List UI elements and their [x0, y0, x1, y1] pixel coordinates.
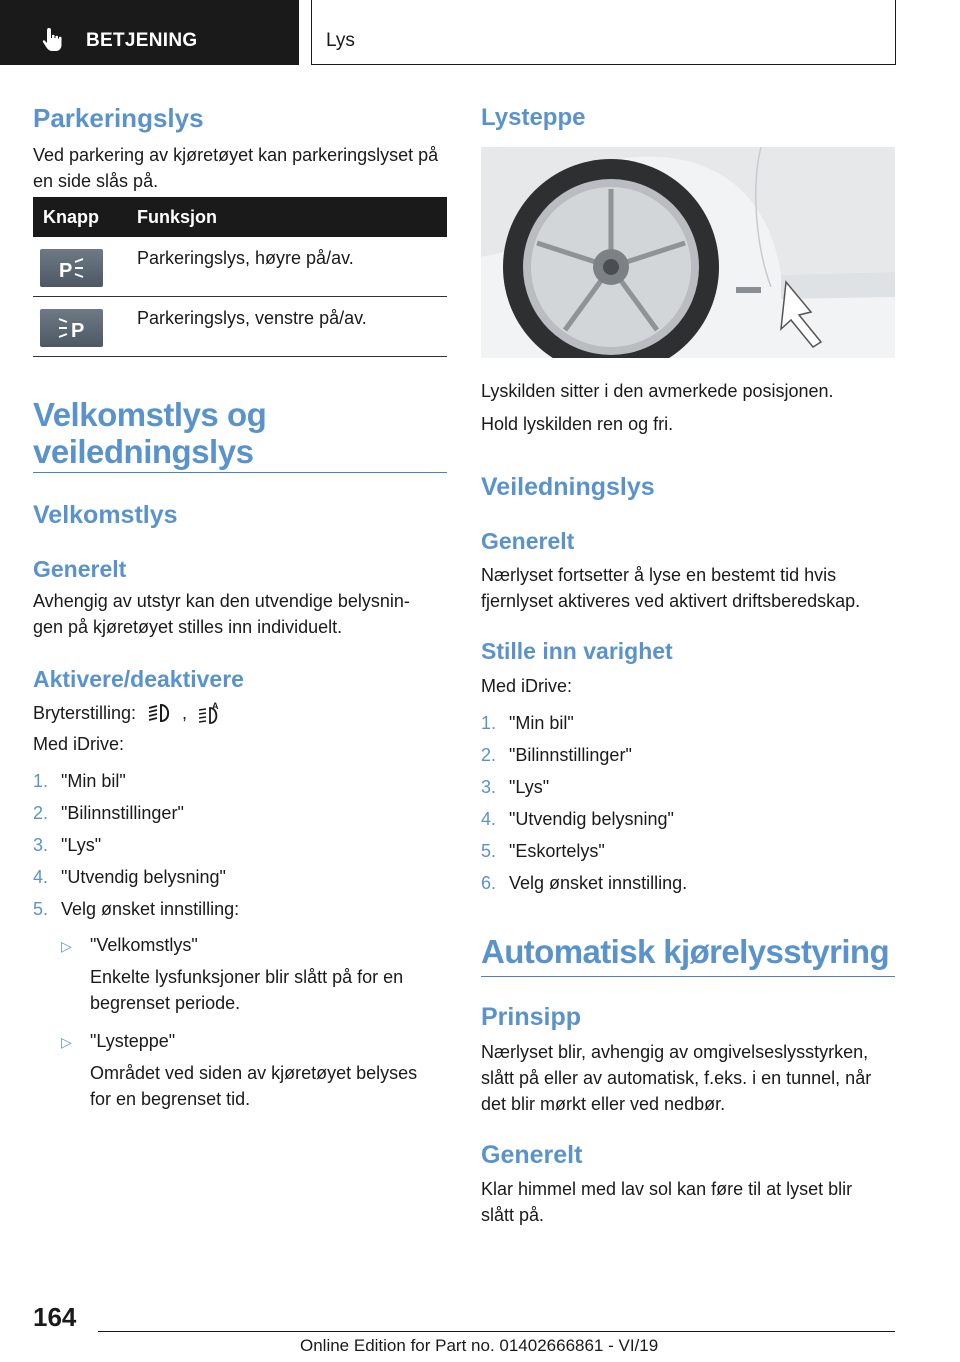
carpet-title: Lysteppe — [481, 104, 586, 131]
switch-position — [33, 700, 223, 726]
parking-light-right-button-image — [40, 249, 103, 287]
list-item: 2. "Bilinnstillinger" — [33, 803, 184, 823]
parking-light-right-label: Parkeringslys, høyre på/av. — [137, 248, 354, 268]
table-row — [33, 297, 447, 357]
column-header-function: Funksjon — [137, 207, 217, 227]
sub-option-welcome: ▷ "Velkomstlys" Enkelte lysfunksjoner blir slått på for en begrenset periode. — [61, 935, 404, 1013]
welcome-title: Velkomstlys og veiledningslys — [33, 396, 267, 470]
footer-divider — [98, 1331, 895, 1332]
guide-light-title: Veiledningslys — [481, 473, 655, 501]
general-text: Avhengig av utstyr kan den utvendige belysnin- gen på kjøretøyet stilles inn individuelt. — [33, 591, 410, 637]
list-item: 6. Velg ønsket innstilling. — [481, 873, 688, 893]
car-wheel-illustration — [481, 147, 895, 358]
list-item: 1. "Min bil" — [481, 713, 574, 733]
triangle-bullet-icon: ▷ — [61, 1034, 72, 1050]
general-text: Nærlyset fortsetter å lyse en bestemt tid hvis fjernlyset aktiveres ved aktivert driftsberedskap. — [481, 565, 861, 611]
column-header-button: Knapp — [43, 207, 99, 227]
carpet-location-text: Lyskilden sitter i den avmerkede posisjonen. — [481, 381, 834, 401]
parking-light-right-icon — [40, 249, 103, 287]
list-item: 2. "Bilinnstillinger" — [481, 745, 632, 765]
general-title: Generelt — [481, 528, 575, 554]
section-label: BETJENING — [86, 30, 198, 51]
parking-light-left-icon — [40, 309, 103, 347]
list-item: 3. "Lys" — [33, 835, 102, 855]
activate-title: Aktivere/deaktivere — [33, 666, 244, 692]
list-item: 5. "Eskortelys" — [481, 841, 605, 861]
section-divider — [481, 976, 895, 977]
chapter-label: Lys — [326, 30, 355, 51]
parking-light-left-label: Parkeringslys, venstre på/av. — [137, 308, 367, 328]
svg-text:A: A — [212, 701, 219, 711]
table-header — [33, 197, 447, 237]
edition-text: Online Edition for Part no. 01402666861 - VI/19 — [300, 1336, 659, 1355]
switch-separator: , — [182, 703, 188, 723]
auto-headlight-title: Automatisk kjørelysstyring — [481, 933, 890, 970]
idrive-label: Med iDrive: — [33, 734, 125, 754]
list-item: 5. Velg ønsket innstilling: — [33, 899, 240, 919]
principle-text: Nærlyset blir, avhengig av omgivelseslysstyrken, slått på eller av automatisk, f.eks. i en tunnel, når det blir mørkt eller ved nedbør. — [481, 1042, 872, 1114]
parking-text: Ved parkering av kjøretøyet kan parkeringslyset på en side slås på. — [33, 145, 439, 191]
list-item: 3. "Lys" — [481, 777, 550, 797]
svg-text:P: P — [59, 260, 73, 282]
parking-light-table — [33, 197, 447, 357]
carpet-clean-text: Hold lyskilden ren og fri. — [481, 414, 674, 434]
general-title: Generelt — [481, 1141, 583, 1169]
section-tab[interactable] — [0, 0, 299, 65]
section-divider — [33, 472, 447, 473]
parking-light-left-button-image — [40, 309, 103, 347]
duration-title: Stille inn varighet — [481, 638, 673, 664]
triangle-bullet-icon: ▷ — [61, 938, 72, 954]
guide-steps-list — [481, 707, 895, 899]
svg-text:P: P — [71, 320, 85, 342]
principle-title: Prinsipp — [481, 1003, 582, 1031]
welcome-steps-list — [33, 765, 447, 925]
hand-pointer-icon — [40, 26, 66, 52]
welcome-sub-options — [33, 932, 447, 1112]
idrive-label: Med iDrive: — [481, 676, 573, 696]
auto-light-icon — [197, 701, 223, 725]
sub-option-carpet: ▷ "Lysteppe" Området ved siden av kjøretøyet belyses for en begrenset tid. — [61, 1031, 418, 1109]
table-row — [33, 237, 447, 297]
general-text: Klar himmel med lav sol kan føre til at lyset blir slått på. — [481, 1179, 853, 1225]
low-beam-icon — [146, 702, 174, 724]
general-title: Generelt — [33, 556, 127, 582]
parking-title: Parkeringslys — [33, 103, 204, 133]
list-item: 1. "Min bil" — [33, 771, 126, 791]
welcome-light-title: Velkomstlys — [33, 501, 178, 529]
chapter-header — [311, 0, 896, 65]
list-item: 4. "Utvendig belysning" — [481, 809, 674, 829]
list-item: 4. "Utvendig belysning" — [33, 867, 226, 887]
page-number: 164 — [33, 1302, 77, 1332]
switch-label: Bryterstilling: — [33, 703, 137, 723]
